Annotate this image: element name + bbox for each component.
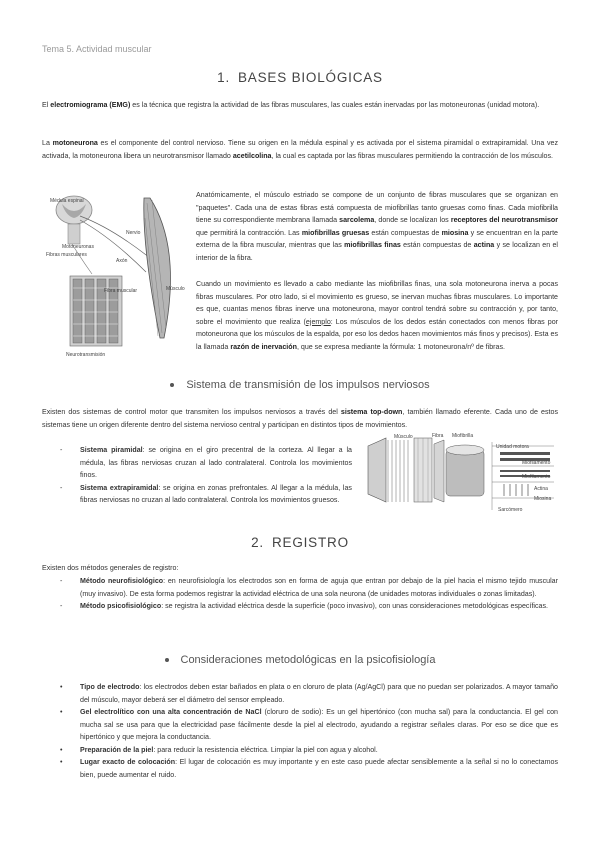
paragraph-emg: El electromiograma (EMG) es la técnica que registra la actividad de las fibras musculares, las cuales están inervadas por las motoneuronas (unidad motora).: [42, 101, 540, 109]
list-metodos: [60, 575, 558, 613]
fig1-label-4: Fibras musculares: [46, 252, 87, 258]
fig2-label-1: Músculo: [394, 434, 413, 440]
subsection-consideraciones-heading: [0, 654, 600, 666]
fig2-label-3: Miofibrilla: [452, 433, 474, 439]
list-item-extrapiramidal: - Sistema extrapiramidal: se origina en zonas prefrontales. Al llegar a la médula, las fibras nerviosas no cruzan al lado contralateral. Controla los movimientos gruesos.: [60, 482, 352, 507]
paragraph-motoneurona: La motoneurona es el componente del control nervioso. Tiene su origen en la médula espinal y es activada por el sistema piramidal o extrapiramidal. Una vez activada, la motoneurona libera un neurotransmisor llamado acetilcolina, la cual es captada por las fibras musculares permitiendo la contracción de los músculos.: [42, 139, 558, 160]
list-item-colocacion: • Lugar exacto de colocación: El lugar de colocación es muy importante y en este caso puede afectar sensiblemente a la señal si no lo conectamos bien, puede aumentar el ruido.: [60, 756, 558, 781]
fig1-label-2: Motoneuronas: [62, 244, 94, 250]
list-item-neurofisiologico: - Método neurofisiológico: en neurofisiología los electrodos son en forma de aguja que entran por debajo de la piel hacia el mismo tejido muscular (muy invasivo). De esta forma podemos registrar la actividad eléctrica de una sola neurona (de unidades motoras individuales o zonas limitadas).: [60, 575, 558, 600]
list-item-gel: • Gel electrolítico con una alta concentración de NaCl (cloruro de sodio): Es un gel hipertónico (con mucha sal) para la conductancia. El gel con mucha sal se usa para que la electricidad pase fácilmente desde la piel al electrodo, ayudando a registrar señales claras. Por eso se dice que es hipertónico y que mejora la conductancia.: [60, 706, 558, 744]
fig2-label-8: Miosina: [534, 496, 552, 502]
list-sistemas: [60, 444, 352, 507]
subsection-consideraciones-title: Consideraciones metodológicas en la psicofisiología: [180, 654, 436, 666]
list-item-piramidal: - Sistema piramidal: se origina en el giro precentral de la corteza. Al llegar a la médula, las fibras nerviosas cruzan al lado contralateral. Controla los movimientos finos.: [60, 444, 352, 482]
fig1-label-3: Nervio: [126, 230, 141, 236]
bullet-icon: [170, 383, 174, 387]
fig1-label-8: Neurotransmisión: [66, 352, 106, 358]
section-1-title: BASES BIOLÓGICAS: [238, 70, 383, 85]
fig2-label-5: Miofilamento: [522, 460, 551, 466]
fig2-label-2: Fibra: [432, 433, 444, 439]
figure-motor-unit: [42, 188, 192, 360]
fig1-label-6: Axón: [116, 258, 128, 264]
section-2-title: REGISTRO: [271, 535, 349, 550]
subsection-transmision-heading: [0, 379, 600, 391]
paragraph-razon-inervacion: Cuando un movimiento es llevado a cabo mediante las miofibrillas finas, una sola motoneurona inerva a pocas fibras musculares. Por otro lado, si el movimiento es grueso, se inervan muchas fibras musculares. Lo importante es que, cuantas menos fibras inerve una motoneurona, mayor control tendrá sobre su contracción y, por tanto, sobre el movimiento que realiza (ejemplo: Los músculos de los dedos están conectados con menos fibras por motoneurona que los músculos de la espalda, por eso los dedos hacen movimientos más finos y precisos). Esta es la llamada razón de inervación, que se expresa mediante la fórmula: 1 motoneurona/nº de fibras.: [196, 280, 558, 351]
list-item-electrodo: • Tipo de electrodo: los electrodos deben estar bañados en plata o en cloruro de plata (Ag/AgCl) para que no puedan ser polarizados. A mayor tamaño del músculo, mayor deberá ser el diámetro del sensor empleado.: [60, 681, 558, 706]
fig1-label-1: Médula espinal: [50, 198, 84, 204]
paragraph-anatomia: Anatómicamente, el músculo estriado se compone de un conjunto de fibras musculares que se organizan en "paquetes". Cada una de estas fibras está compuesta de miofibrillas tanto gruesas como finas. Cada miofibrilla tiene su correspondiente membrana llamada sarcolema, donde se localizan los receptores del neurotransmisor que permitirá la contracción. Las miofibrillas gruesas están compuestas de miosina y se encuentran en la parte externa de la fibra muscular, mientras que las miofibrillas finas están compuestas de actina y se localizan en el interior de la fibra.: [196, 191, 559, 262]
section-2-heading: [0, 535, 600, 550]
running-head: Tema 5. Actividad muscular: [42, 44, 152, 54]
section-2-number: 2.: [251, 535, 264, 550]
section-1-number: 1.: [217, 70, 230, 85]
fig2-label-4: Unidad motora: [496, 444, 529, 450]
section-1-heading: [0, 70, 600, 85]
fig2-label-7: Actina: [534, 486, 548, 492]
fig2-label-6: Miofilamento: [522, 474, 551, 480]
list-item-piel: • Preparación de la piel: para reducir la resistencia eléctrica. Limpiar la piel con agua y alcohol.: [60, 744, 558, 757]
paragraph-metodos-intro: Existen dos métodos generales de registro:: [42, 564, 179, 572]
list-item-psicofisiologico: - Método psicofisiológico: se registra la actividad eléctrica desde la superficie (poco invasivo), con unas consideraciones metodológicas específicas.: [60, 600, 558, 613]
list-consideraciones: [60, 681, 558, 781]
fig1-label-5: Músculo: [166, 286, 185, 292]
fig1-label-7: Fibra muscular: [104, 288, 138, 294]
paragraph-sistemas: Existen dos sistemas de control motor que transmiten los impulsos nerviosos a través del sistema top-down, también llamado eferente. Cada uno de estos sistemas tiene un origen diferente dentro del sistema nervioso central y participan en distintos tipos de movimientos.: [42, 408, 558, 429]
fig2-label-9: Sarcómero: [498, 507, 523, 513]
bullet-icon: [165, 658, 169, 662]
subsection-transmision-title: Sistema de transmisión de los impulsos nerviosos: [186, 379, 430, 391]
